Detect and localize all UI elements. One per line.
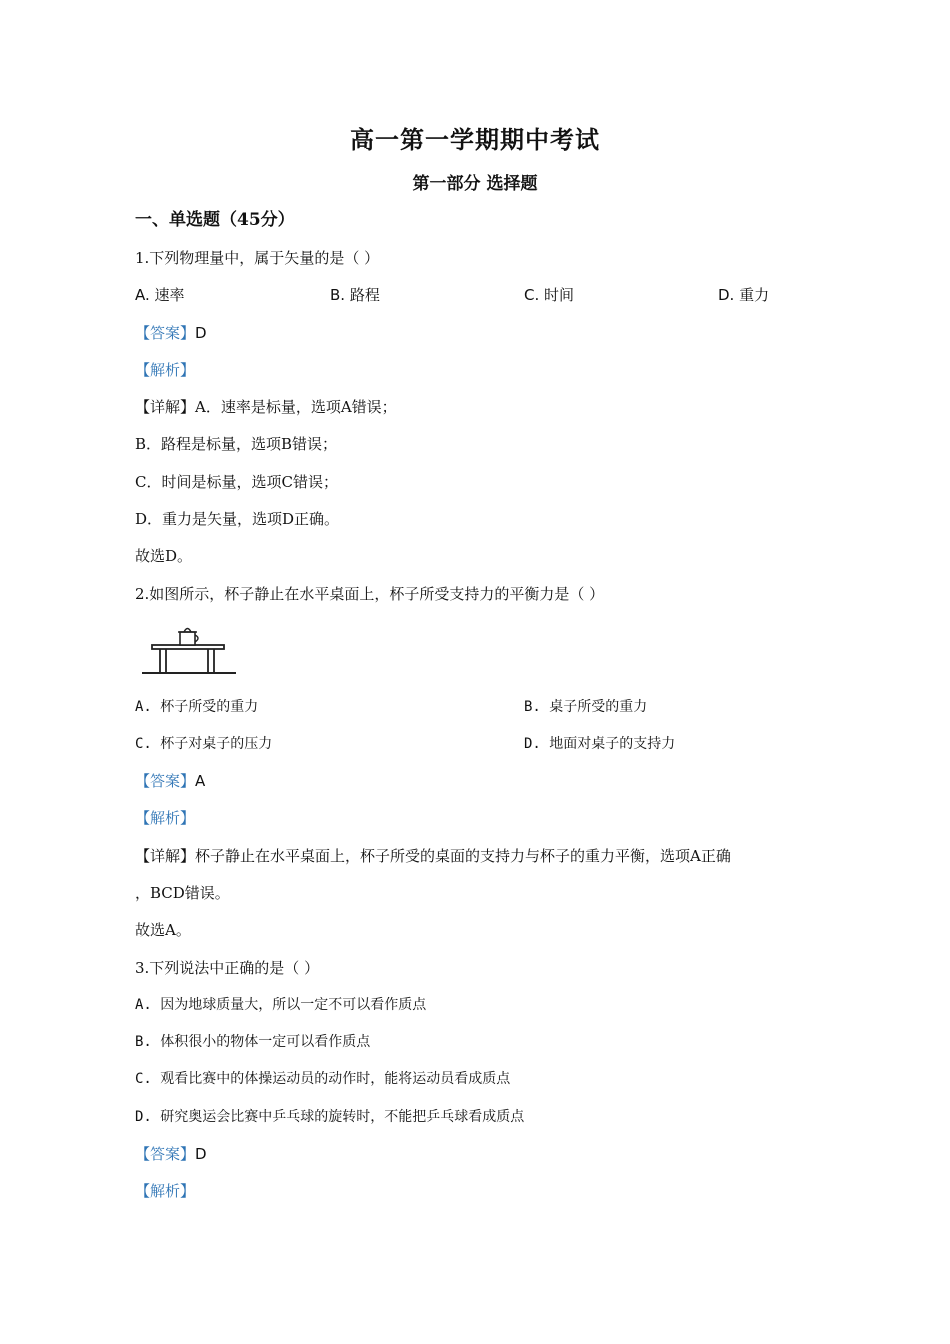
q1-detail-tag: 【详解】 <box>135 398 196 416</box>
q2-detail-line-1 <box>135 845 731 867</box>
q1-detail-text-1: A．速率是标量，选项A错误； <box>195 398 397 416</box>
q1-option-b: B. 路程 <box>330 286 380 304</box>
q1-detail-line-3: C．时间是标量，选项C错误； <box>135 473 338 491</box>
cup-on-table-figure <box>140 620 240 680</box>
q3-answer-value: D <box>195 1145 207 1163</box>
q3-stem: 3.下列说法中正确的是（ ） <box>135 959 320 977</box>
part-subtitle: 第一部分 选择题 <box>412 174 538 194</box>
q1-analysis-line <box>135 359 195 381</box>
q3-analysis-line <box>135 1180 195 1202</box>
q2-detail-text-1: 杯子静止在水平桌面上，杯子所受的桌面的支持力与杯子的重力平衡，选项A正确 <box>195 847 731 865</box>
q3-option-a: A. 因为地球质量大，所以一定不可以看作质点 <box>135 997 427 1013</box>
q3-answer-line <box>135 1143 207 1165</box>
q2-detail-tag: 【详解】 <box>135 847 196 865</box>
q1-analysis-tag: 【解析】 <box>135 361 196 379</box>
q1-option-c: C. 时间 <box>524 286 575 304</box>
q2-analysis-tag: 【解析】 <box>135 809 196 827</box>
q2-option-c: C. 杯子对桌子的压力 <box>135 736 273 752</box>
q1-detail-line-4: D．重力是矢量，选项D正确。 <box>135 510 340 528</box>
q2-option-b: B. 桌子所受的重力 <box>524 699 648 715</box>
q1-option-a: A. 速率 <box>135 286 185 304</box>
q2-detail-line-2: ，BCD错误。 <box>135 884 230 902</box>
q2-answer-tag: 【答案】 <box>135 772 196 790</box>
q2-analysis-line <box>135 807 195 829</box>
q1-stem: 1.下列物理量中，属于矢量的是（ ） <box>135 249 380 267</box>
q1-answer-value: D <box>195 324 207 342</box>
q1-detail-line-2: B．路程是标量，选项B错误； <box>135 435 338 453</box>
q1-answer-line <box>135 322 207 344</box>
q1-detail-line-1 <box>135 396 397 418</box>
q3-option-b: B. 体积很小的物体一定可以看作质点 <box>135 1034 371 1050</box>
q1-answer-tag: 【答案】 <box>135 324 196 342</box>
q2-option-d: D. 地面对桌子的支持力 <box>524 736 676 752</box>
q2-answer-line <box>135 770 205 792</box>
q2-answer-value: A <box>195 772 206 790</box>
q3-analysis-tag: 【解析】 <box>135 1182 196 1200</box>
q3-option-d: D. 研究奥运会比赛中乒乓球的旋转时，不能把乒乓球看成质点 <box>135 1109 525 1125</box>
q1-conclusion: 故选D。 <box>135 547 193 565</box>
q3-answer-tag: 【答案】 <box>135 1145 196 1163</box>
q2-stem: 2.如图所示，杯子静止在水平桌面上，杯子所受支持力的平衡力是（ ） <box>135 585 605 603</box>
q2-conclusion: 故选A。 <box>135 921 191 939</box>
section-heading: 一、单选题（45分） <box>135 210 295 230</box>
q3-option-c: C. 观看比赛中的体操运动员的动作时，能将运动员看成质点 <box>135 1071 511 1087</box>
page-title: 高一第一学期期中考试 <box>350 125 600 154</box>
q1-option-d: D. 重力 <box>718 286 770 304</box>
q2-option-a: A. 杯子所受的重力 <box>135 699 259 715</box>
